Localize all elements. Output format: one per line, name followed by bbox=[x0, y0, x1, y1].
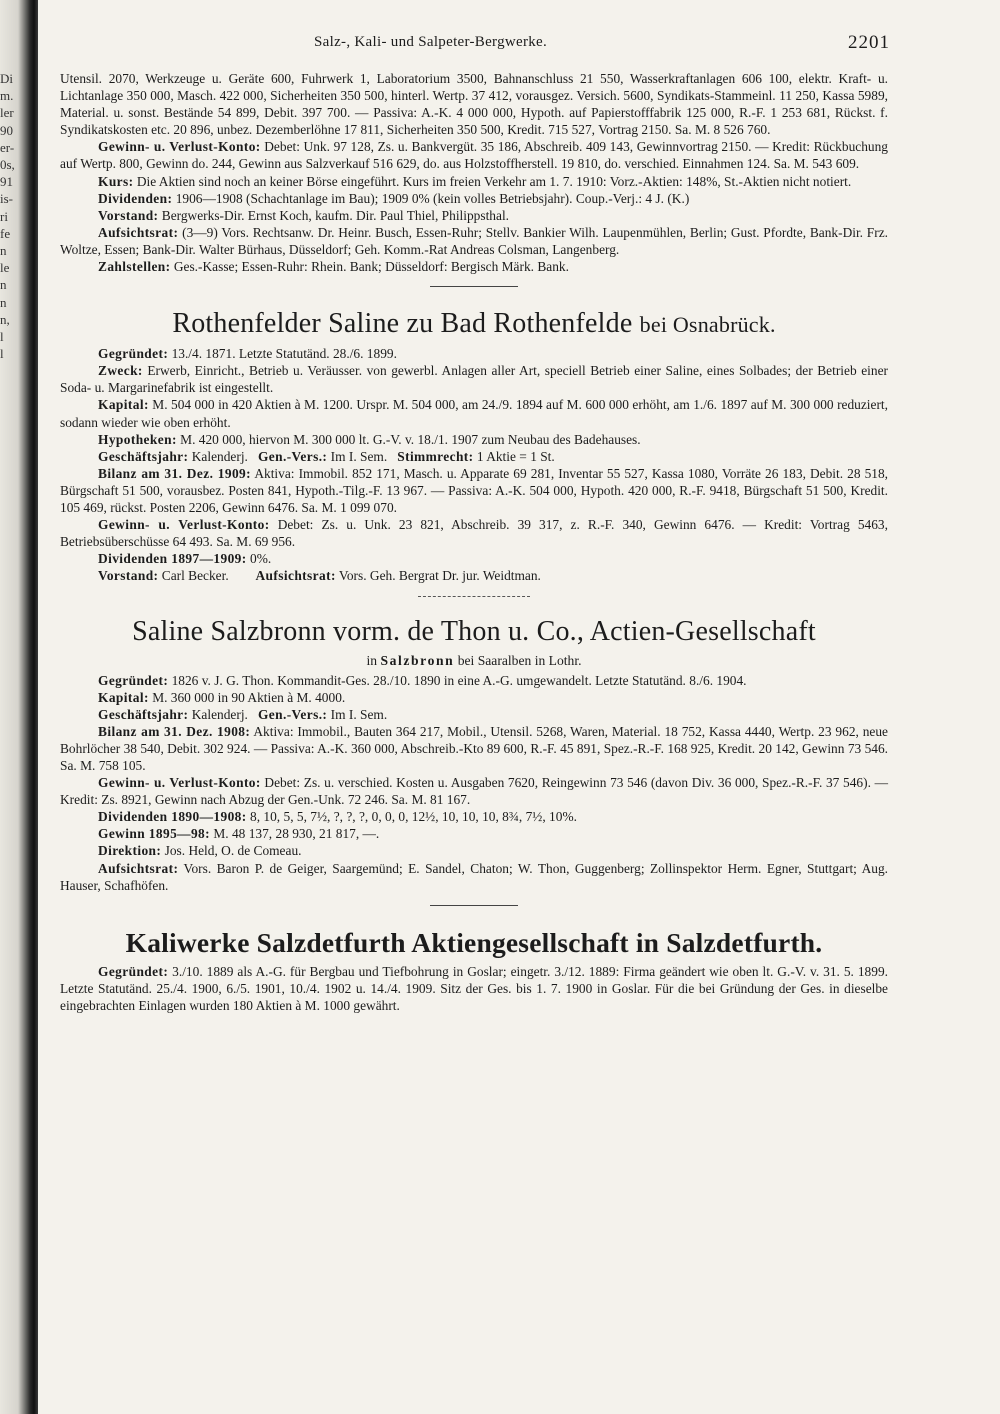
rothenfelder-geschaeftsjahr bbox=[60, 448, 888, 465]
spine-letter: er- bbox=[0, 139, 15, 155]
label: Zweck: bbox=[98, 363, 143, 379]
value: 1826 v. J. G. Thon. Kommandit-Ges. 28./10. 1890 in eine A.-G. umgewandelt. Letzte Statutänd. 8./6. 1904. bbox=[171, 672, 747, 688]
label: Bilanz am 31. Dez. 1908: bbox=[98, 723, 251, 739]
value: Vors. Baron P. de Geiger, Saargemünd; E. Sandel, Chaton; W. Thon, Guggenberg; Zollinspektor Herm. Egner, Stuttgart; Aug. Hauser, Schafhöfen. bbox=[60, 860, 889, 893]
rothenfelder-vorstand bbox=[60, 567, 888, 584]
label: Dividenden 1890—1908: bbox=[98, 809, 247, 825]
prev-entry-profit-loss bbox=[60, 138, 888, 172]
title-location: bei Osnabrück. bbox=[639, 312, 776, 338]
company-title-rothenfelder bbox=[60, 307, 888, 342]
company-title-kaliwerke: Kaliwerke Salzdetfurth Aktiengesellschaft in Salzdetfurth. bbox=[125, 926, 823, 958]
label: Geschäftsjahr: bbox=[98, 448, 189, 464]
label: Vorstand: bbox=[98, 568, 159, 584]
value: M. 48 137, 28 930, 21 817, —. bbox=[213, 826, 380, 842]
value: Im I. Sem. bbox=[330, 448, 388, 464]
label: Gewinn- u. Verlust-Konto: bbox=[98, 775, 261, 791]
kaliwerke-gegruendet bbox=[60, 963, 888, 1014]
label: Stimmrecht: bbox=[397, 448, 474, 464]
label: Zahlstellen: bbox=[98, 259, 171, 275]
label: Kapital: bbox=[98, 689, 149, 705]
title-main: Rothenfelder Saline zu Bad Rothenfelde bbox=[172, 308, 633, 340]
sub-in: in bbox=[366, 653, 378, 669]
spine-letter: n, bbox=[0, 311, 10, 327]
rothenfelder-gegruendet bbox=[60, 345, 888, 362]
spine-letter: ri bbox=[0, 208, 8, 224]
label: Gen.-Vers.: bbox=[257, 448, 328, 464]
spine-letter: n bbox=[0, 294, 7, 310]
value: Kalenderj. bbox=[191, 448, 248, 464]
value: Jos. Held, O. de Comeau. bbox=[164, 843, 302, 859]
spine-letter: ler bbox=[0, 105, 14, 121]
company-title-salzbronn: Saline Salzbronn vorm. de Thon u. Co., Actien-Gesellschaft bbox=[132, 616, 816, 648]
salzbronn-geschaeftsjahr bbox=[60, 706, 888, 723]
value: Debet: Unk. 97 128, Zs. u. Bankvergüt. 35 186, Abschreib. 409 143, Gewinnvortrag 2150. — Kredit: Rückbuchung auf Wertp. 800, Gewinn do. 244, Gewinn aus Salzverkauf 516 629, do. aus Holzstoffherstell. 19 810, do. verschied. Einnahmen 124. Sa. M. 543 609. bbox=[60, 139, 888, 172]
label: Gegründet: bbox=[98, 346, 169, 362]
value: 8, 10, 5, 5, 7½, ?, ?, ?, 0, 0, 0, 12½, 10, 10, 10, 8¾, 7½, 10%. bbox=[250, 809, 577, 825]
label: Direktion: bbox=[98, 843, 162, 859]
label: Hypotheken: bbox=[98, 431, 177, 447]
rothenfelder-zweck bbox=[60, 362, 888, 396]
value: Ges.-Kasse; Essen-Ruhr: Rhein. Bank; Düsseldorf: Bergisch Märk. Bank. bbox=[173, 259, 569, 275]
value: 13./4. 1871. Letzte Statutänd. 28./6. 1899. bbox=[171, 346, 397, 362]
value: Vors. Geh. Bergrat Dr. jur. Weidtman. bbox=[338, 568, 541, 584]
value: 1 Aktie = 1 St. bbox=[476, 448, 555, 464]
spine-letter: l bbox=[0, 346, 4, 362]
value: (3—9) Vors. Rechtsanw. Dr. Heinr. Busch, Essen-Ruhr; Stellv. Bankier Wilh. Laupenmühlen, Berlin; Gust. Pfordte, Bank-Dir. Frz. Woltze, Essen; Bank-Dir. Walter Bürhaus, Düsseldorf; Geh. Komm.-Rat Andreas Colsman, Langenberg. bbox=[60, 224, 888, 257]
value: 3./10. 1889 als A.-G. für Bergbau und Tiefbohrung in Goslar; eingetr. 3./12. 1889: Firma geändert wie oben lt. G.-V. v. 31. 5. 1899. Letzte Statutänd. 25./4. 1900, 6./5. 1901, 10./4. 1902 u. 14./4. 1909. Sitz der Ges. bis 1. 7. 1900 in Goslar. Für die bei Gründung der Ges. in dieselbe eingebrachten Einlagen wurden 180 Aktien à M. 1000 gewährt. bbox=[60, 963, 888, 1013]
label: Gewinn- u. Verlust-Konto: bbox=[98, 139, 261, 155]
spine-letter: 91 bbox=[0, 174, 13, 190]
value: Aktiva: Immobil. 852 171, Masch. u. Apparate 69 281, Inventar 55 527, Kassa 1080, Vorräte 26 183, Debit. 28 518, Bürgschaft 51 500, vorausbez. Posten 841, Hypoth.-Tilg.-F. 13 967. — Passiva: A.-K. 504 000, Hypoth. 420 000, R.-F. 9418, Bürgschaft 51 500, Kredit. 105 469, rückst. Posten 2206, Gewinn 6476. Sa. M. 1 099 070. bbox=[60, 465, 889, 515]
label: Gewinn- u. Verlust-Konto: bbox=[98, 517, 270, 533]
adjacent-page-letters bbox=[0, 70, 16, 450]
prev-entry-aufsichtsrat bbox=[60, 224, 888, 258]
label: Kurs: bbox=[98, 173, 134, 189]
value: M. 420 000, hiervon M. 300 000 lt. G.-V. v. 18./1. 1907 zum Neubau des Badehauses. bbox=[180, 431, 641, 447]
rothenfelder-bilanz bbox=[60, 465, 888, 516]
label: Gegründet: bbox=[98, 672, 169, 688]
value: Debet: Zs. u. Unk. 23 821, Abschreib. 39 317, z. R.-F. 340, Gewinn 6476. — Kredit: Vortrag 5463, Betriebsüberschüsse 64 493. Sa. M. 69 956. bbox=[60, 517, 888, 550]
prev-entry-vorstand bbox=[60, 207, 888, 224]
value: Bergwerks-Dir. Ernst Koch, kaufm. Dir. Paul Thiel, Philippsthal. bbox=[161, 207, 510, 223]
page-content bbox=[60, 70, 888, 1014]
spine-letter: l bbox=[0, 329, 4, 345]
value: Aktiva: Immobil., Bauten 364 217, Mobil., Utensil. 5268, Waren, Material. 18 752, Kassa 4440, Wertp. 23 962, neue Bohrlöcher 38 540, Debit. 302 924. — Passiva: A.-K. 360 000, Abschreib.-Kto 89 600, R.-F. 45 891, Spez.-R.-F. 168 925, Kredit. 20 142, Gewinn 73 546. Sa. M. 758 105. bbox=[60, 723, 889, 773]
value: 1906—1908 (Schachtanlage im Bau); 1909 0% (kein volles Betriebsjahr). Coup.-Verj.: 4 J. (K.) bbox=[175, 190, 690, 206]
salzbronn-gegruendet bbox=[60, 672, 888, 689]
label: Aufsichtsrat: bbox=[98, 224, 179, 240]
label: Aufsichtsrat: bbox=[255, 568, 336, 584]
prev-entry-zahlstellen bbox=[60, 258, 888, 275]
spine-letter: is- bbox=[0, 191, 13, 207]
label: Dividenden 1897—1909: bbox=[98, 551, 247, 567]
company-location-salzbronn bbox=[60, 652, 888, 669]
value: Kalenderj. bbox=[191, 706, 248, 722]
spine-letter: le bbox=[0, 260, 10, 276]
running-title: Salz-, Kali- und Salpeter-Bergwerke. bbox=[314, 34, 548, 50]
salzbronn-kapital bbox=[60, 689, 888, 706]
prev-entry-kurs bbox=[60, 173, 888, 190]
prev-entry-balance: Utensil. 2070, Werkzeuge u. Geräte 600, Fuhrwerk 1, Laboratorium 3500, Bahnanschluss 21 550, Wasserkraftanlagen 606 100, elektr. Kraft- u. Lichtanlage 350 000, Masch. 422 000, Sicherheiten 350 500, hinterl. Wertp. 37 412, vorausgez. Versich. 5600, Syndikats-Stammeinl. 11 250, Kassa 5989, Material. u. sonst. Bestände 54 899, Debit. 397 700. — Passiva: A.-K. 4 000 000, Hypoth. auf Papierstofffabrik 125 000, R.-F. 1 253 681, Rückst. f. Syndikatskosten etc. 20 896, unbez. Dezemberlöhne 17 811, Sicherheiten 350 500, Kredit. 715 527, Vortrag 2150. Sa. M. 8 526 760. bbox=[60, 71, 888, 138]
section-divider bbox=[418, 596, 530, 597]
salzbronn-direktion bbox=[60, 842, 888, 859]
label: Gegründet: bbox=[98, 963, 169, 979]
spine-letter: m. bbox=[0, 88, 14, 104]
label: Gen.-Vers.: bbox=[257, 706, 328, 722]
label: Aufsichtsrat: bbox=[98, 860, 179, 876]
spine-letter: n bbox=[0, 243, 7, 259]
page-number: 2201 bbox=[848, 32, 890, 53]
salzbronn-gewinn bbox=[60, 825, 888, 842]
label: Kapital: bbox=[98, 397, 149, 413]
section-divider bbox=[430, 286, 518, 287]
value: Carl Becker. bbox=[161, 568, 229, 584]
label: Bilanz am 31. Dez. 1909: bbox=[98, 465, 252, 481]
spine-letter: fe bbox=[0, 225, 11, 241]
rothenfelder-dividenden bbox=[60, 550, 888, 567]
salzbronn-gewinn-verlust bbox=[60, 774, 888, 808]
spine-letter: 90 bbox=[0, 122, 13, 138]
value: Im I. Sem. bbox=[330, 706, 388, 722]
rothenfelder-kapital bbox=[60, 396, 888, 430]
rothenfelder-gewinn-verlust bbox=[60, 516, 888, 550]
value: Erwerb, Einricht., Betrieb u. Veräusser. von gewerbl. Anlagen aller Art, speciell Betrieb einer Saline, eines Solbades; der Betrieb einer Soda- u. Margarinefabrik ist eingestellt. bbox=[60, 363, 888, 396]
salzbronn-dividenden bbox=[60, 808, 888, 825]
sub-place: Salzbronn bbox=[380, 653, 455, 669]
value: M. 360 000 in 90 Aktien à M. 4000. bbox=[152, 689, 346, 705]
value: 0%. bbox=[250, 551, 272, 567]
label: Vorstand: bbox=[98, 207, 159, 223]
prev-entry-dividenden bbox=[60, 190, 888, 207]
sub-rest: bei Saaralben in Lothr. bbox=[457, 653, 582, 669]
section-divider bbox=[430, 905, 518, 906]
spine-letter: 0s, bbox=[0, 157, 15, 173]
label: Dividenden: bbox=[98, 190, 173, 206]
rothenfelder-hypotheken bbox=[60, 431, 888, 448]
label: Gewinn 1895—98: bbox=[98, 826, 211, 842]
label: Geschäftsjahr: bbox=[98, 706, 189, 722]
page-header bbox=[60, 34, 890, 58]
salzbronn-bilanz bbox=[60, 723, 888, 774]
value: M. 504 000 in 420 Aktien à M. 1200. Urspr. M. 504 000, am 24./9. 1894 auf M. 600 000 erhöht, am 1./6. 1897 auf M. 300 000 reduziert, sodann wieder wie oben erhöht. bbox=[60, 397, 888, 430]
value: Die Aktien sind noch an keiner Börse eingeführt. Kurs im freien Verkehr am 1. 7. 1910: Vorz.-Aktien: 148%, St.-Aktien nicht notiert. bbox=[136, 173, 852, 189]
spine-letter: Di bbox=[0, 71, 13, 86]
value: Debet: Zs. u. verschied. Kosten u. Ausgaben 7620, Reingewinn 73 546 (davon Div. 36 000, Spez.-R.-F. 37 546). — Kredit: Zs. 8921, Gewinn nach Abzug der Gen.-Unk. 72 246. Sa. M. 81 167. bbox=[60, 775, 888, 808]
salzbronn-aufsichtsrat bbox=[60, 860, 888, 894]
spine-letter: n bbox=[0, 277, 7, 293]
